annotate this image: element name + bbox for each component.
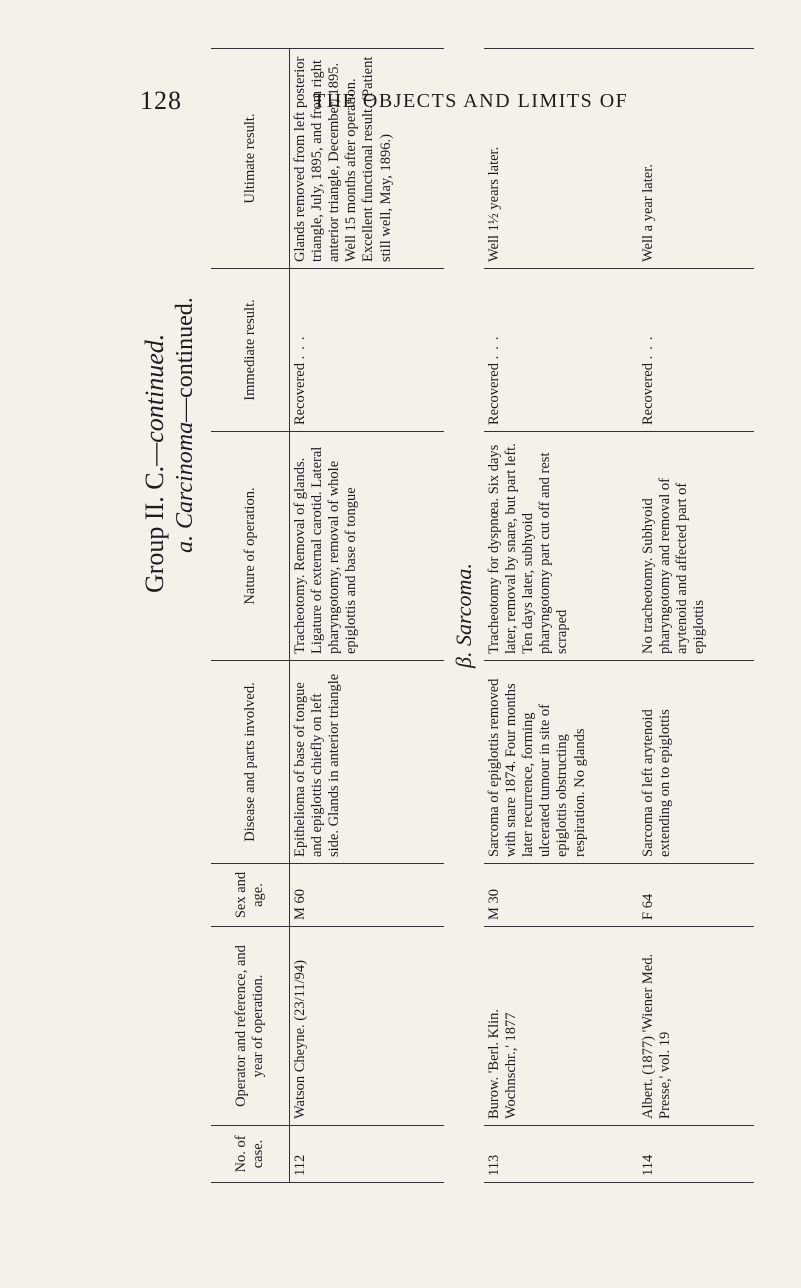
case-ultimate: Well a year later. <box>638 49 754 269</box>
group-title-letter: C. <box>140 465 169 490</box>
table-header-row <box>211 49 290 1183</box>
section-title-name: Carcinoma <box>172 421 198 529</box>
immediate-text: Recovered <box>486 363 502 425</box>
sarcoma-heading: β. Sarcoma. <box>451 563 477 668</box>
running-head: THE OBJECTS AND LIMITS OF <box>313 90 629 112</box>
header-operator: Operator and reference, and year of operation. <box>211 927 290 1126</box>
case-nature: No tracheotomy. Subhyoid pharyngotomy and removal of arytenoid and affected part of epiglottis <box>638 432 754 661</box>
table-row <box>484 49 638 1183</box>
case-number: 113 <box>484 1126 638 1183</box>
case-table <box>211 48 754 1183</box>
case-disease: Sarcoma of epiglottis removed with snare 1874. Four months later recurrence, forming ulcerated tumour in site of epiglottis obstructing respiration. No glands <box>484 661 638 864</box>
case-sex-age: F 64 <box>638 864 754 927</box>
section-title-suffix: —continued. <box>172 297 198 422</box>
case-ultimate: Well 1½ years later. <box>484 49 638 269</box>
case-number: 114 <box>638 1126 754 1183</box>
case-operator: Albert. (1877) 'Wiener Med. Presse,' vol. 19 <box>638 927 754 1126</box>
case-immediate <box>484 269 638 432</box>
case-nature: Tracheotomy. Removal of glands. Ligature of external carotid. Lateral pharyngotomy, removal of whole epiglottis and base of tongue <box>290 432 445 661</box>
immediate-dots: ... <box>292 330 308 360</box>
header-disease: Disease and parts involved. <box>211 661 290 864</box>
case-disease: Sarcoma of left arytenoid extending on to epiglottis <box>638 661 754 864</box>
case-operator: Burow. 'Berl. Klin. Wochnschr.,' 1877 <box>484 927 638 1126</box>
header-no: No. of case. <box>211 1126 290 1183</box>
case-disease: Epithelioma of base of tongue and epiglottis chiefly on left side. Glands in anterior triangle <box>290 661 445 864</box>
section-title <box>172 297 199 553</box>
case-nature: Tracheotomy for dyspnœa. Six days later, removal by snare, but part left. Ten days later, subhyoid pharyngotomy part cut off and rest scraped <box>484 432 638 661</box>
case-immediate <box>290 269 445 432</box>
immediate-text: Recovered <box>640 363 656 425</box>
table-row <box>638 49 754 1183</box>
group-title-suffix: —continued. <box>140 333 169 466</box>
header-sex: Sex and age. <box>211 864 290 927</box>
case-number: 112 <box>290 1126 445 1183</box>
immediate-text: Recovered <box>292 363 308 425</box>
header-ultimate: Ultimate result. <box>211 49 290 269</box>
case-sex-age: M 60 <box>290 864 445 927</box>
group-title <box>140 334 170 593</box>
group-title-prefix: Group II. <box>140 496 169 593</box>
case-ultimate: Glands removed from left posterior triangle, July, 1895, and from right anterior triangle, December, 1895. Well 15 months after operation. Excellent functional result. (Patient still well, May, 1896.) <box>290 49 445 269</box>
immediate-dots: ... <box>640 330 656 360</box>
sarcoma-heading-row <box>444 49 484 1183</box>
table-row <box>290 49 445 1183</box>
header-nature: Nature of operation. <box>211 432 290 661</box>
section-title-letter: a. <box>172 535 198 553</box>
page-number: 128 <box>140 86 182 115</box>
immediate-dots: ... <box>486 330 502 360</box>
case-sex-age: M 30 <box>484 864 638 927</box>
case-immediate <box>638 269 754 432</box>
case-operator: Watson Cheyne. (23/11/94) <box>290 927 445 1126</box>
header-immediate: Immediate result. <box>211 269 290 432</box>
